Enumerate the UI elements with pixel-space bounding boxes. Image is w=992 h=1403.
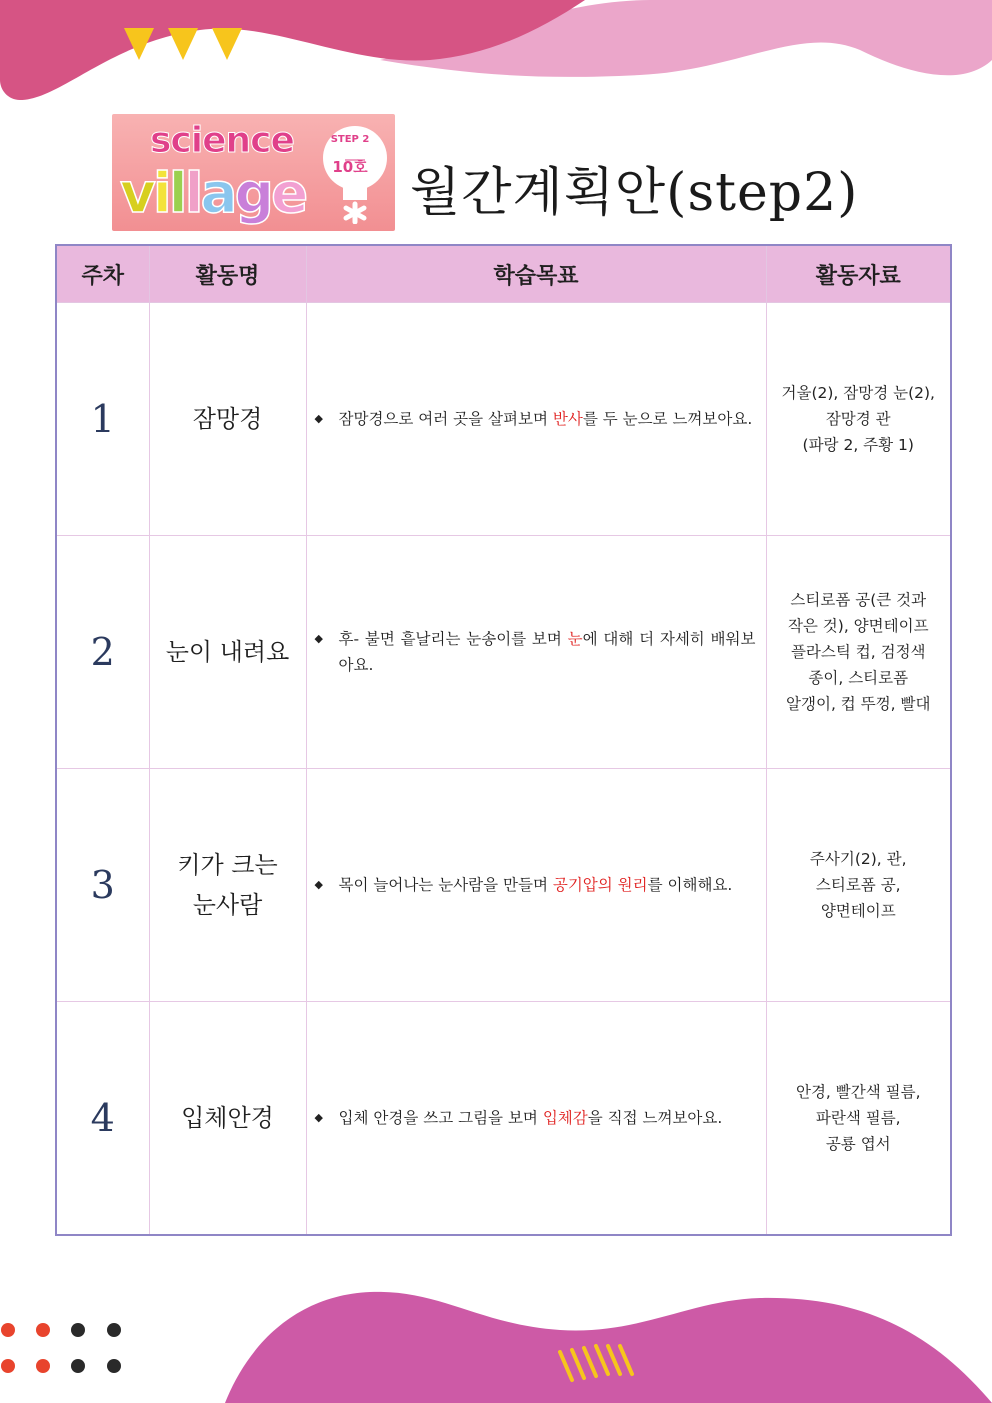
goal-text [339, 406, 753, 432]
materials-line: 잠망경 관 [825, 410, 891, 428]
header-week: 주차 [56, 245, 149, 303]
logo-village-letter: g [234, 161, 271, 225]
goal-text [339, 1105, 723, 1131]
logo-village-letter: e [270, 161, 306, 225]
logo-issue-label: 10호 [332, 158, 368, 176]
learning-goal [306, 1002, 766, 1236]
header-activity: 활동명 [149, 245, 306, 303]
logo-village-letter: l [184, 161, 201, 225]
dot-grid [1, 1323, 121, 1373]
materials-line: 작은 것), 양면테이프 [787, 617, 929, 635]
learning-goal [306, 769, 766, 1002]
goal-item [315, 626, 756, 678]
activity-materials [766, 1002, 951, 1236]
page-title: 월간계획안(step2) [410, 163, 859, 223]
week-number: 3 [56, 769, 149, 1002]
activity-name-line: 눈사람 [192, 891, 263, 919]
materials-line: 안경, 빨간색 필름, [795, 1083, 921, 1101]
goal-keyword: 입체감 [542, 1109, 588, 1127]
materials-line: 알갱이, 컵 뚜껑, 빨대 [786, 695, 931, 713]
science-village-logo [112, 114, 395, 231]
materials-line: 스티로폼 공(큰 것과 [790, 591, 927, 609]
table-row [56, 303, 951, 536]
goal-text-segment: 을 직접 느껴보아요. [587, 1109, 723, 1127]
materials-line: 플라스틱 컵, 검정색 [790, 643, 926, 661]
activity-name [149, 1002, 306, 1236]
activity-name-line: 입체안경 [181, 1104, 274, 1132]
materials-line: 종이, 스티로폼 [808, 669, 909, 687]
activity-materials [766, 303, 951, 536]
goal-text-segment: 에 대해 더 자세히 배워보아요. [338, 630, 756, 674]
logo-village-letter: i [152, 161, 169, 225]
week-number: 2 [56, 536, 149, 769]
logo-village-letter: l [168, 161, 185, 225]
goal-item [315, 1105, 756, 1131]
materials-line: (파랑 2, 주황 1) [802, 436, 914, 454]
diamond-bullet-icon: ◆ [314, 632, 323, 645]
goal-text-segment: 후- 불면 흩날리는 눈송이를 보며 [338, 630, 568, 648]
learning-goal [306, 303, 766, 536]
logo-step-label: STEP 2 [330, 134, 370, 145]
activity-name-line: 눈이 내려요 [165, 638, 290, 666]
week-number: 4 [56, 1002, 149, 1236]
goal-keyword: 반사 [552, 410, 583, 428]
diamond-bullet-icon: ◆ [314, 878, 323, 891]
goal-text-segment: 를 두 눈으로 느껴보아요. [582, 410, 753, 428]
table-row [56, 536, 951, 769]
header-materials: 활동자료 [766, 245, 951, 303]
materials-line: 양면테이프 [820, 902, 896, 920]
goal-text [339, 872, 733, 898]
goal-item [315, 406, 756, 432]
yellow-triangle [168, 28, 198, 60]
header-goal: 학습목표 [306, 245, 766, 303]
goal-text-segment: 를 이해해요. [647, 876, 733, 894]
activity-name-line: 키가 크는 [177, 851, 278, 879]
materials-line: 거울(2), 잠망경 눈(2), [781, 384, 935, 402]
logo-village-text [120, 160, 305, 226]
logo-village-letter: v [120, 161, 153, 225]
goal-text-segment: 목이 늘어나는 눈사람을 만들며 [338, 876, 553, 894]
yellow-triangle [212, 28, 242, 60]
goal-item [315, 872, 756, 898]
learning-goal [306, 536, 766, 769]
activity-name [149, 536, 306, 769]
bottom-wave [225, 1292, 992, 1403]
goal-text-segment: 입체 안경을 쓰고 그림을 보며 [338, 1109, 543, 1127]
goal-text-segment: 잠망경으로 여러 곳을 살펴보며 [338, 410, 553, 428]
table-row [56, 1002, 951, 1236]
yellow-stripes [560, 1346, 632, 1380]
week-number: 1 [56, 303, 149, 536]
materials-line: 공룡 엽서 [825, 1135, 891, 1153]
goal-keyword: 눈 [567, 630, 583, 648]
diamond-bullet-icon: ◆ [314, 412, 323, 425]
materials-line: 주사기(2), 관, [809, 850, 907, 868]
table-header-row [56, 245, 951, 303]
activity-name [149, 769, 306, 1002]
table-row [56, 769, 951, 1002]
materials-line: 스티로폼 공, [815, 876, 901, 894]
diamond-bullet-icon: ◆ [314, 1111, 323, 1124]
activity-name-line: 잠망경 [192, 405, 263, 433]
activity-name [149, 303, 306, 536]
goal-text [339, 626, 756, 678]
logo-village-letter: a [200, 161, 235, 225]
activity-materials [766, 769, 951, 1002]
goal-keyword: 공기압의 원리 [552, 876, 648, 894]
monthly-plan-table [55, 244, 952, 1236]
materials-line: 파란색 필름, [815, 1109, 901, 1127]
logo-science-text: science [150, 120, 294, 161]
activity-materials [766, 536, 951, 769]
